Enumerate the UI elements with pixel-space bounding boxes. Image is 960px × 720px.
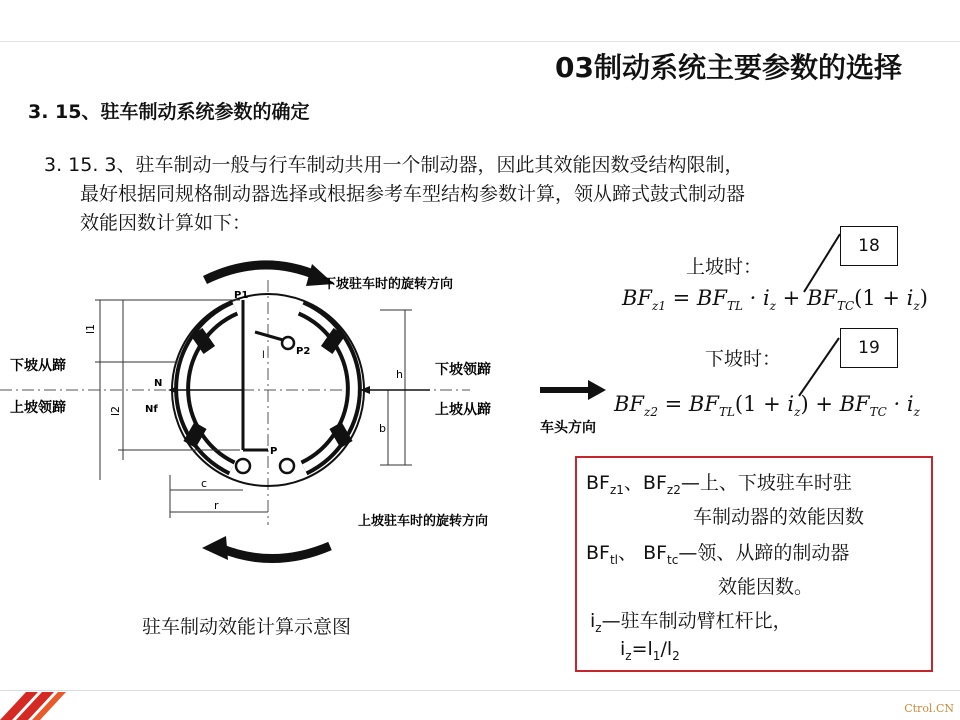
equation-number-18: 18 — [840, 226, 898, 266]
label-l1: l1 — [84, 323, 97, 334]
watermark: Ctrol.CN — [904, 702, 954, 715]
paragraph-line-1: 3. 15. 3、驻车制动一般与行车制动共用一个制动器，因此其效能因数受结构限制， — [44, 154, 744, 176]
label-right-lower: 上坡从蹄 — [435, 402, 491, 418]
brake-diagram — [0, 250, 620, 590]
corner-logo — [0, 680, 80, 720]
uphill-label: 上坡时： — [686, 256, 763, 278]
label-vehicle-direction: 车头方向 — [540, 420, 596, 436]
label-rotation-bottom: 上坡驻车时的旋转方向 — [358, 514, 489, 529]
label-l2: l2 — [109, 405, 122, 416]
legend-line-5: $i_z—$驻车制动臂杠杆比， — [590, 610, 792, 635]
label-left-upper: 下坡从蹄 — [10, 358, 66, 374]
legend-line-4: 效能因数。 — [718, 576, 814, 598]
pointer-line-19 — [795, 336, 841, 400]
label-h: h — [396, 368, 403, 381]
rotation-arrow-top — [205, 265, 318, 280]
legend-line-3: $BF_{tl}$、 $BF_{tc}—$领、从蹄的制动器 — [586, 542, 850, 567]
label-p2: P2 — [296, 346, 311, 357]
section-heading: 3. 15、驻车制动系统参数的确定 — [28, 101, 310, 123]
paragraph-line-2: 最好根据同规格制动器选择或根据参考车型结构参数计算，领从蹄式鼓式制动器 — [80, 183, 746, 205]
paragraph-line-3: 效能因数计算如下： — [80, 212, 252, 234]
label-n: N — [154, 378, 163, 389]
legend-line-1: $BF_{z1}$、$BF_{z2}—$上、下坡驻车时驻 — [586, 472, 852, 497]
pin-left — [236, 459, 250, 473]
label-right-upper: 下坡领蹄 — [435, 362, 491, 378]
bottom-divider — [0, 690, 960, 691]
page-title: 03制动系统主要参数的选择 — [555, 51, 902, 84]
top-divider — [0, 41, 960, 42]
legend-box — [575, 456, 933, 672]
label-p1: P1 — [234, 290, 249, 301]
legend-line-6: $i_z=l_1/l_2$ — [620, 638, 680, 663]
equation-number-19: 19 — [840, 328, 898, 368]
pin-p2 — [282, 337, 294, 349]
label-nf: Nf — [145, 404, 158, 415]
label-left-lower: 上坡领蹄 — [10, 400, 66, 416]
label-l: l — [262, 350, 265, 361]
label-b: b — [379, 422, 386, 435]
formula-uphill: $BF_{z1} = BF_{TL} \cdot i_z + BF_{TC}(1 + i_z)$ — [622, 286, 928, 314]
downhill-label: 下坡时： — [705, 348, 782, 370]
formula-downhill: $BF_{z2} = BF_{TL}(1 + i_z) + BF_{TC} \cdot i_z$ — [614, 392, 920, 420]
label-c: c — [201, 477, 208, 490]
label-rotation-top: 下坡驻车时的旋转方向 — [323, 277, 454, 292]
legend-line-2: 车制动器的效能因数 — [693, 506, 865, 528]
diagram-caption: 驻车制动效能计算示意图 — [142, 616, 352, 638]
rotation-arrow-bottom — [220, 546, 330, 559]
label-r: r — [214, 499, 219, 512]
pin-right — [280, 459, 294, 473]
label-p: P — [270, 446, 278, 457]
